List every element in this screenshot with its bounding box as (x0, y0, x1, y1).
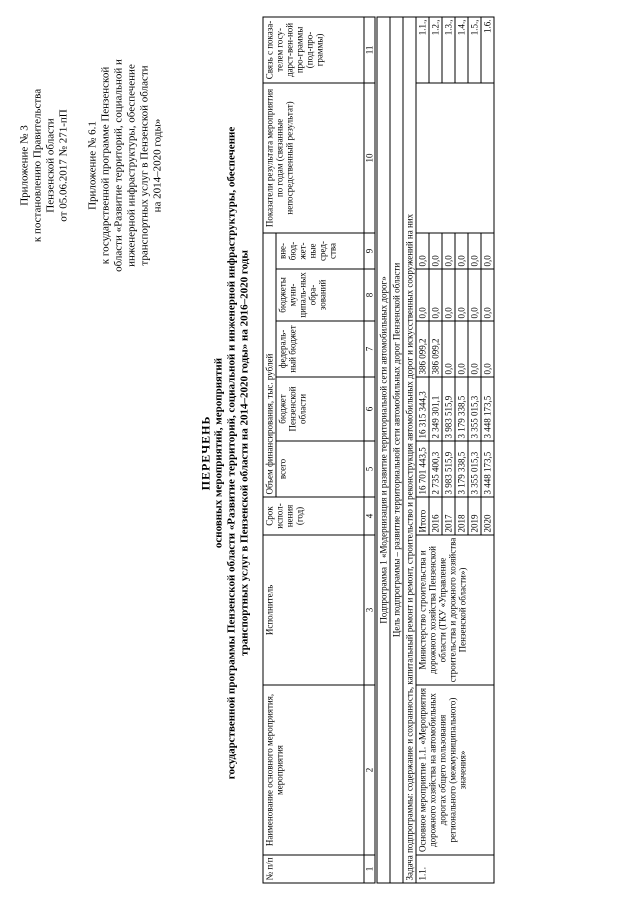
cell-total: 16 701 443,5 (416, 441, 429, 497)
cell-term: 2016 (429, 497, 442, 535)
cell-regional: 3 448 173,5 (481, 377, 494, 441)
cell-offbudget: 0,0 (429, 232, 442, 268)
row-number: 1.1. (416, 855, 494, 883)
column-number: 11 (364, 16, 376, 82)
header-regional: бюджет Пензенской области (276, 377, 364, 441)
header-no: № п/п (263, 855, 364, 883)
cell-offbudget: 0,0 (442, 232, 455, 268)
appendix61-line: транспортных услуг в Пензенской области (138, 64, 150, 266)
cell-link: 1.2., (429, 16, 442, 82)
appendix-61-block (86, 15, 164, 315)
appendix61-line: Приложение № 6.1 (86, 120, 98, 210)
cell-total: 3 448 173,5 (481, 441, 494, 497)
cell-total: 3 179 338,5 (455, 441, 468, 497)
appendix61-line: к государственной программе Пензенской (99, 66, 111, 264)
appendix61-line: области «Развитие территорий, социальной и (112, 58, 124, 272)
column-number: 5 (364, 441, 376, 497)
cell-link: 1.5., (468, 16, 481, 82)
document-subtitle-2: государственной программы Пензенской области «Развитие территорий, социальной и инженерной инфраструктуры, обеспечение (225, 126, 237, 779)
cell-offbudget: 0,0 (416, 232, 429, 268)
column-number: 4 (364, 497, 376, 535)
column-number: 7 (364, 321, 376, 377)
appendix-line: Пензенской области (44, 117, 56, 213)
cell-indicators (416, 82, 494, 232)
subprogram-row: Подпрограмма 1 «Модернизация и развитие территориальной сети автомобильных дорог» (376, 16, 390, 882)
cell-offbudget: 0,0 (481, 232, 494, 268)
cell-term: 2019 (468, 497, 481, 535)
cell-federal: 386 099,2 (429, 321, 442, 377)
appendix-line: Приложение № 3 (18, 124, 30, 206)
cell-federal: 0,0 (455, 321, 468, 377)
header-executor: Исполнитель (263, 535, 364, 685)
appendix61-line: на 2014–2020 годы» (151, 118, 163, 212)
cell-term: 2017 (442, 497, 455, 535)
header-financing: Объем финансирования, тыс. рублей (263, 232, 276, 496)
appendix61-line: инженерной инфраструктуры, обеспечение (125, 63, 137, 267)
cell-link: 1.4., (455, 16, 468, 82)
cell-term: 2018 (455, 497, 468, 535)
cell-total: 3 355 015,3 (468, 441, 481, 497)
row-name: Основное мероприятие 1.1. «Мероприятия дорожного хозяйства на автомобильных дорогах общего пользования регионального (межмуниципального) значения» (416, 685, 494, 855)
cell-total: 3 983 515,9 (442, 441, 455, 497)
cell-link: 1.6. (481, 16, 494, 82)
cell-municipal: 0,0 (442, 269, 455, 321)
cell-link: 1.1., (416, 16, 429, 82)
column-number: 2 (364, 685, 376, 855)
document-title: ПЕРЕЧЕНЬ (198, 415, 212, 490)
header-name: Наименование основного мероприятия, мероприятия (263, 685, 364, 855)
cell-municipal: 0,0 (429, 269, 442, 321)
task-row: Задача подпрограммы: содержание и сохранность, капитальный ремонт и ремонт, строительство и реконструкция автомобильных дорог и искусственных сооружений на них (403, 16, 416, 882)
cell-offbudget: 0,0 (468, 232, 481, 268)
column-number: 3 (364, 535, 376, 685)
cell-municipal: 0,0 (481, 269, 494, 321)
cell-federal: 386 099,2 (416, 321, 429, 377)
cell-federal: 0,0 (468, 321, 481, 377)
cell-total: 2 735 400,3 (429, 441, 442, 497)
measures-table (262, 16, 494, 883)
cell-regional: 3 983 515,9 (442, 377, 455, 441)
column-number: 1 (364, 855, 376, 883)
cell-regional: 16 315 344,3 (416, 377, 429, 441)
appendix-line: от 05.06.2017 № 271-пП (57, 108, 69, 222)
cell-federal: 0,0 (481, 321, 494, 377)
header-term: Срок испол-нения (год) (263, 497, 364, 535)
cell-municipal: 0,0 (468, 269, 481, 321)
cell-municipal: 0,0 (416, 269, 429, 321)
header-indicators: Показатели результата мероприятия по годам (связанные непосредственный результат) (263, 82, 364, 232)
table-row (416, 16, 429, 882)
document-subtitle-1: основных мероприятий, мероприятий (212, 357, 224, 548)
cell-regional: 3 179 338,5 (455, 377, 468, 441)
appendix-line: к постановлению Правительства (31, 88, 43, 242)
cell-term: Итого (416, 497, 429, 535)
cell-federal: 0,0 (442, 321, 455, 377)
column-number: 9 (364, 232, 376, 268)
goal-row: Цель подпрограммы – развитие территориальной сети автомобильных дорог Пензенской области (390, 16, 403, 882)
header-municipal: бюджеты муни-ципаль-ных обра-зований (276, 269, 364, 321)
cell-term: 2020 (481, 497, 494, 535)
column-numbers-row (364, 16, 376, 882)
document-subtitle-3: транспортных услуг в Пензенской области на 2014–2020 годы» на 2016–2020 годы (238, 249, 250, 656)
column-number: 10 (364, 82, 376, 232)
cell-regional: 2 349 301,1 (429, 377, 442, 441)
row-executor: Министерство строительства и дорожного хозяйства Пензенской области (ГКУ «Управление строительства и дорожного хозяйства Пензенской области») (416, 535, 494, 685)
cell-municipal: 0,0 (455, 269, 468, 321)
cell-offbudget: 0,0 (455, 232, 468, 268)
header-total: всего (276, 441, 364, 497)
column-number: 8 (364, 269, 376, 321)
cell-regional: 3 355 015,3 (468, 377, 481, 441)
header-offbudget: вне-бюд-жет-ные сред-ства (276, 232, 364, 268)
column-number: 6 (364, 377, 376, 441)
header-federal: федераль-ный бюджет (276, 321, 364, 377)
appendix-block (18, 65, 70, 265)
header-link: Связь с показа-телем госу-дарст-вен-ной про-граммы (под-про-граммы) (263, 16, 364, 82)
cell-link: 1.3., (442, 16, 455, 82)
